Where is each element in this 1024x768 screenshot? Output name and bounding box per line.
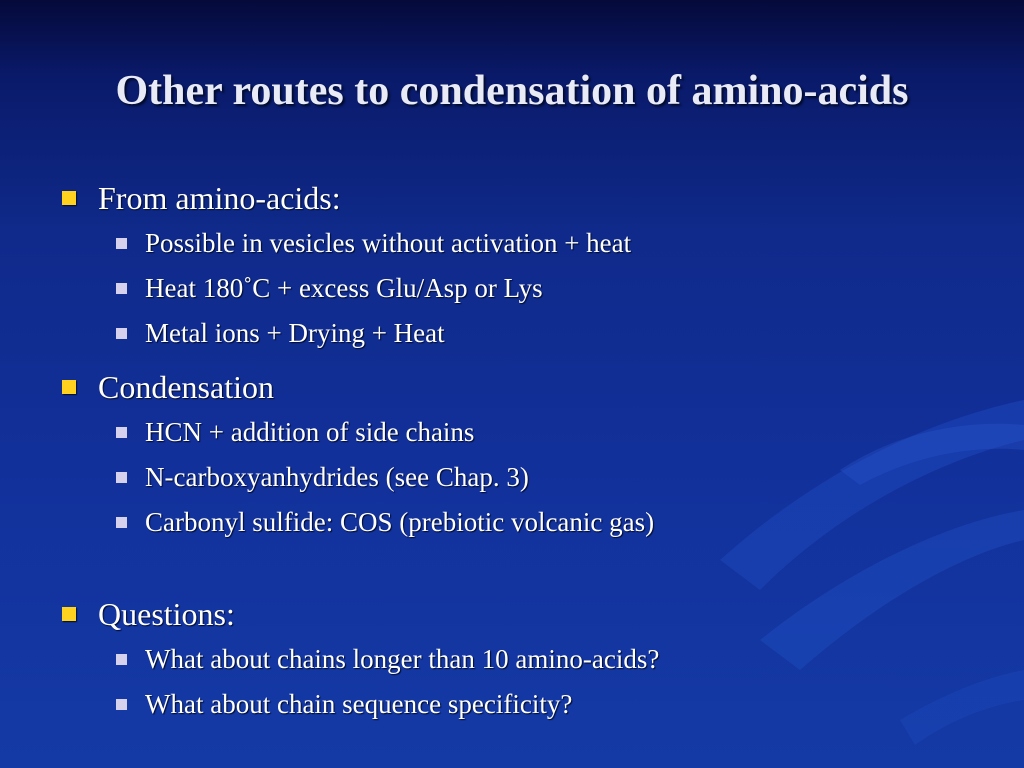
square-bullet-icon (116, 472, 127, 483)
sub-bullet (116, 682, 982, 727)
sub-bullet-label: Heat 180˚C + excess Glu/Asp or Lys (145, 273, 543, 303)
square-bullet-icon (116, 283, 127, 294)
square-bullet-icon (116, 328, 127, 339)
bullet-label: Questions: (98, 595, 235, 632)
sub-bullet-label: What about chains longer than 10 amino-acids? (145, 644, 660, 674)
sub-bullet (116, 637, 982, 682)
sub-bullet (116, 266, 982, 311)
bullet-label: From amino-acids: (98, 179, 341, 216)
square-bullet-icon (116, 427, 127, 438)
bullet-condensation (62, 364, 982, 410)
square-bullet-icon (116, 699, 127, 710)
sub-bullet-label: N-carboxyanhydrides (see Chap. 3) (145, 462, 529, 492)
bullet-list (62, 175, 982, 727)
sub-bullet-label: HCN + addition of side chains (145, 417, 475, 447)
sub-bullet-label: What about chain sequence specificity? (145, 689, 573, 719)
square-bullet-icon (116, 238, 127, 249)
square-bullet-icon (116, 654, 127, 665)
sub-bullet (116, 455, 982, 500)
square-bullet-icon (62, 607, 76, 621)
bullet-from-amino-acids (62, 175, 982, 221)
sub-bullet (116, 500, 982, 545)
sub-bullet (116, 410, 982, 455)
sub-bullet (116, 221, 982, 266)
square-bullet-icon (62, 191, 76, 205)
bullet-questions (62, 591, 982, 637)
sub-bullet (116, 311, 982, 356)
sub-bullet-label: Possible in vesicles without activation + heat (145, 228, 632, 258)
slide-title: Other routes to condensation of amino-acids (115, 68, 909, 114)
square-bullet-icon (116, 517, 127, 528)
bullet-label: Condensation (98, 368, 274, 405)
sub-bullet-label: Metal ions + Drying + Heat (145, 318, 445, 348)
sub-bullet-label: Carbonyl sulfide: COS (prebiotic volcanic gas) (145, 507, 655, 537)
square-bullet-icon (62, 380, 76, 394)
